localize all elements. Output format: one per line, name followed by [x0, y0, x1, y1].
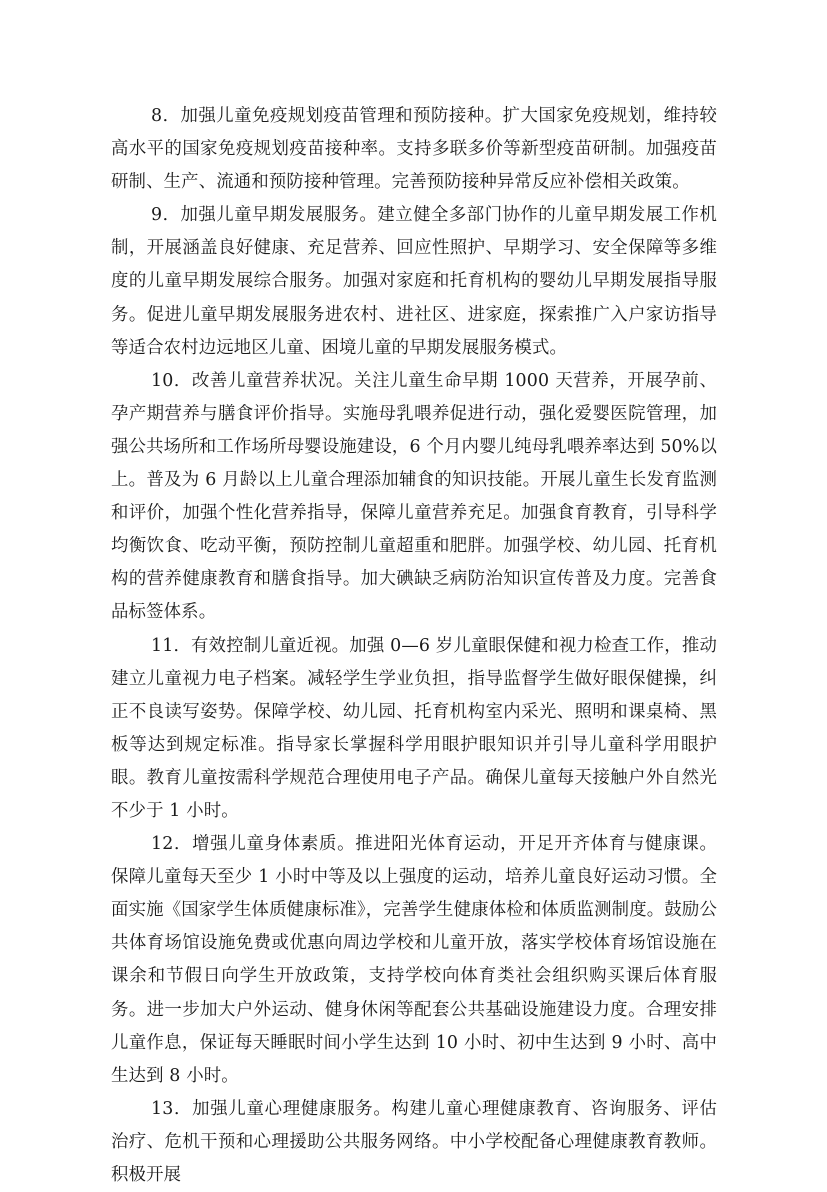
paragraph-item-10: 10．改善儿童营养状况。关注儿童生命早期 1000 天营养，开展孕前、孕产期营养与膳食评价指导。实施母乳喂养促进行动，强化爱婴医院管理，加强公共场所和工作场所母婴设施建设，6 个月内婴儿纯母乳喂养率达到 50%以上。普及为 6 月龄以上儿童合理添加辅食的知识技能。开展儿童生长发育监测和评价，加强个性化营养指导，保障儿童营养充足。加强食育教育，引导科学均衡饮食、吃动平衡，预防控制儿童超重和肥胖。加强学校、幼儿园、托育机构的营养健康教育和膳食指导。加大碘缺乏病防治知识宣传普及力度。完善食品标签体系。 — [111, 370, 717, 623]
paragraph-item-13: 13．加强儿童心理健康服务。构建儿童心理健康教育、咨询服务、评估治疗、危机干预和心理援助公共服务网络。中小学校配备心理健康教育教师。积极开展 — [111, 1098, 717, 1185]
paragraph-item-8: 8．加强儿童免疫规划疫苗管理和预防接种。扩大国家免疫规划，维持较高水平的国家免疫规划疫苗接种率。支持多联多价等新型疫苗研制。加强疫苗研制、生产、流通和预防接种管理。完善预防接种异常反应补偿相关政策。 — [111, 106, 717, 193]
body-text — [111, 100, 717, 1192]
paragraph-item-12: 12．增强儿童身体素质。推进阳光体育运动，开足开齐体育与健康课。保障儿童每天至少 1 小时中等及以上强度的运动，培养儿童良好运动习惯。全面实施《国家学生体质健康标准》，完善学生健康体检和体质监测制度。鼓励公共体育场馆设施免费或优惠向周边学校和儿童开放，落实学校体育场馆设施在课余和节假日向学生开放政策，支持学校向体育类社会组织购买课后体育服务。进一步加大户外运动、健身休闲等配套公共基础设施建设力度。合理安排儿童作息，保证每天睡眠时间小学生达到 10 小时、初中生达到 9 小时、高中生达到 8 小时。 — [111, 834, 717, 1086]
paragraph-item-9: 9．加强儿童早期发展服务。建立健全多部门协作的儿童早期发展工作机制，开展涵盖良好健康、充足营养、回应性照护、早期学习、安全保障等多维度的儿童早期发展综合服务。加强对家庭和托育机构的婴幼儿早期发展指导服务。促进儿童早期发展服务进农村、进社区、进家庭，探索推广入户家访指导等适合农村边远地区儿童、困境儿童的早期发展服务模式。 — [111, 205, 717, 358]
paragraph-item-11: 11．有效控制儿童近视。加强 0—6 岁儿童眼保健和视力检查工作，推动建立儿童视力电子档案。减轻学生学业负担，指导监督学生做好眼保健操，纠正不良读写姿势。保障学校、幼儿园、托育机构室内采光、照明和课桌椅、黑板等达到规定标准。指导家长掌握科学用眼护眼知识并引导儿童科学用眼护眼。教育儿童按需科学规范合理使用电子产品。确保儿童每天接触户外自然光不少于 1 小时。 — [111, 635, 717, 821]
